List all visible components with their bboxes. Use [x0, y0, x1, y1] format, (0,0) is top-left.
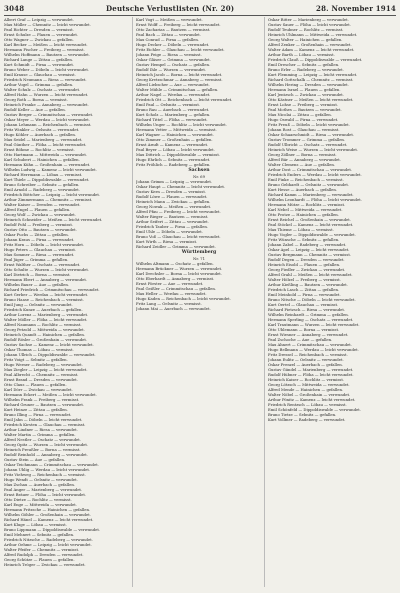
casualty-entry: Rudolf Löwe — Plauen — verwundet.: [136, 194, 208, 199]
casualty-entry: Johann Mai — Auerbach — verwundet.: [136, 306, 211, 311]
casualty-entry: Alfred Hahn — Wurzen — leicht verwundet.: [4, 92, 89, 97]
casualty-entry: Ernst Walther — Oschatz — verwundet.: [4, 262, 81, 267]
casualty-entry: Rudolf Ihle — Wurzen — verwundet.: [136, 67, 207, 72]
casualty-entry: Fritz Winkler — Oelsnitz — verwundet.: [4, 127, 80, 132]
casualty-entry: Rudolf Keller — Aue — gefallen.: [4, 107, 66, 112]
casualty-entry: Karl Wagner — Hainichen — verwundet.: [136, 132, 215, 137]
casualty-entry: Alfred Naumann — Rochlitz — vermisst.: [4, 322, 82, 327]
casualty-entry: Alfred Rudolph — Dresden — verwundet.: [4, 552, 84, 557]
issue-date: 28. November 1914: [316, 4, 396, 13]
casualty-entry: Karl Vogt — Meißen — verwundet.: [136, 17, 203, 22]
casualty-entry: Max Zschau — Auerbach — gefallen.: [4, 482, 75, 487]
casualty-entry: Emil Uhle — Döbeln — verwundet.: [136, 229, 203, 234]
casualty-entry: Oskar Frenzel — Auerbach — gefallen.: [268, 362, 343, 367]
casualty-entry: Otto Uhlemann — Borna — vermisst.: [268, 327, 340, 332]
casualty-entry: Alfred Nestler — Oschatz — verwundet.: [4, 437, 81, 442]
column-3: [268, 17, 396, 587]
casualty-entry: Georg Lötzsch — Mittweida — verwundet.: [268, 382, 350, 387]
casualty-entry: Heinrich Franke — Annaberg — verwundet.: [4, 102, 89, 107]
casualty-entry: Heinrich Preußler — Borna — vermisst.: [4, 447, 81, 452]
casualty-entry: Paul Günther — Flöha — leicht verwundet.: [4, 142, 87, 147]
casualty-entry: Kurt Flemming — Leipzig — leicht verwundet.: [268, 72, 358, 77]
casualty-entry: Otto Hartmann — Mittweida — verwundet.: [4, 152, 88, 157]
casualty-entry: Wilhelm Frank — Freiberg — vermisst.: [4, 397, 80, 402]
casualty-entry: Bruno Illing — Pirna — verwundet.: [4, 412, 72, 417]
casualty-entry: Emil Arnold — Radeberg — verwundet.: [4, 187, 80, 192]
casualty-entry: Rudolf Degen — Dresden — verwundet.: [268, 257, 345, 262]
casualty-entry: Karl Becker — Meißen — leicht verwundet.: [4, 42, 88, 47]
casualty-entry: Hermann Vetter — Mittweida — vermisst.: [136, 127, 217, 132]
casualty-entry: Gustav Berger — Crimmitschau — verwundet.: [4, 112, 94, 117]
casualty-entry: Rudolf Rösler — Großenhain — verwundet.: [4, 337, 88, 342]
casualty-entry: Richard Hänel — Kamenz — leicht verwundet.: [4, 517, 94, 522]
casualty-entry: Paul Geißler — Crimmitschau — gefallen.: [136, 286, 217, 291]
casualty-entry: Kurt Vollmer — Radeberg — verwundet.: [268, 417, 346, 422]
casualty-entry: Hermann Ebert — Annaberg — verwundet.: [4, 277, 88, 282]
casualty-entry: Paul Mothes — Bautzen — verwundet.: [268, 107, 342, 112]
casualty-entry: Oskar Thomas — Löbau — vermisst.: [4, 347, 74, 352]
casualty-entry: Georg Wolf — Zwickau — verwundet.: [4, 212, 76, 217]
casualty-entry: Richard Friedrich — Crimmitschau — verwundet.: [4, 287, 100, 292]
casualty-entry: Gustav Stein — Aue — gefallen.: [4, 457, 66, 462]
casualty-entry: Emil Mehnert — Sebnitz — gefallen.: [4, 532, 75, 537]
casualty-entry: Emil Jahn — Döbeln — leicht verwundet.: [4, 417, 83, 422]
casualty-entry: Wilhelm Hoffmann — Bautzen — verwundet.: [4, 52, 90, 57]
page-header: [4, 3, 396, 14]
casualty-entry: Friedrich Lasch — Zittau — gefallen.: [268, 287, 340, 292]
casualty-entry: Gustav Bergmann — Chemnitz — vermisst.: [268, 252, 352, 257]
casualty-entry: Hugo Bellmann — Werdau — leicht verwundet.: [268, 347, 359, 352]
casualty-entry: Hugo Vogler — Dippoldiswalde — verwundet.: [268, 232, 356, 237]
casualty-entry: Friedrich Böttcher — Leipzig — leicht verwundet.: [4, 192, 101, 197]
casualty-entry: Alfred Bär — Annaberg — verwundet.: [268, 157, 341, 162]
casualty-entry: Paul Zschoche — Aue — gefallen.: [268, 337, 333, 342]
casualty-entry: Gustav Hempel — Oschatz — gefallen.: [136, 62, 211, 67]
casualty-entry: Alfred Liebscher — Aue — verwundet.: [136, 82, 210, 87]
casualty-entry: Max Sommer — Riesa — verwundet.: [4, 252, 75, 257]
casualty-entry: Friedrich Kunze — Auerbach — gefallen.: [4, 307, 83, 312]
casualty-entry: Bruno Lippmann — Dippoldiswalde — verwundet.: [4, 527, 101, 532]
casualty-entry: Johann Kraus — Pirna — verwundet.: [4, 237, 75, 242]
casualty-entry: Georg Nowak — Meißen — verwundet.: [136, 204, 212, 209]
casualty-entry: Kurt Scholz — Marienberg — gefallen.: [136, 112, 211, 117]
casualty-entry: Karl Dietrich — Borna — vermisst.: [4, 272, 71, 277]
casualty-entry: Bruno Haase — Reichenbach — vermisst.: [4, 297, 84, 302]
casualty-entry: Walter Rieger — Bautzen — vermisst.: [136, 214, 209, 219]
casualty-entry: Bruno Nitsche — Döbeln — leicht verwundet.: [268, 297, 356, 302]
casualty-entry: Wilhelm Reinhardt — Grimma — gefallen.: [268, 312, 349, 317]
casualty-entry: Arthur Lindner — Riesa — verwundet.: [4, 427, 78, 432]
casualty-entry: Hermann Kühn — Großenhain — verwundet.: [4, 162, 91, 167]
casualty-entry: Hugo Werner — Radeberg — verwundet.: [4, 362, 83, 367]
casualty-entry: Hugo Köhler — Auerbach — gefallen.: [4, 132, 77, 137]
casualty-entry: Gustav Sauer — Flöha — leicht verwundet.: [268, 22, 351, 27]
casualty-entry: Ernst Bräuer — Flöha — leicht verwundet.: [4, 492, 87, 497]
casualty-entry: Georg Opitz — Wurzen — leicht verwundet.: [4, 442, 89, 447]
casualty-entry: Emil Drescher — Sebnitz — gefallen.: [268, 62, 340, 67]
casualty-entry: Hermann Brückner — Wurzen — verwundet.: [136, 266, 223, 271]
casualty-entry: Richard Lange — Zittau — gefallen.: [4, 57, 73, 62]
casualty-entry: Walter Martin — Grimma — gefallen.: [4, 432, 76, 437]
casualty-entry: Oskar Haupt — Chemnitz — leicht verwundet.: [136, 184, 226, 189]
casualty-entry: Max Heller — Werdau — verwundet.: [136, 291, 207, 296]
casualty-entry: Otto Dietze — Rochlitz — vermisst.: [4, 497, 72, 502]
casualty-entry: Arthur Pönitz — Kamenz — leicht verwundet.: [268, 397, 356, 402]
casualty-entry: Karl Schubert — Hainichen — gefallen.: [4, 157, 80, 162]
section-subheading: Nr. 71: [193, 256, 205, 261]
casualty-entry: Wilhelm Bauer — Aue — gefallen.: [4, 282, 70, 287]
casualty-entry: Georg Walter — Hainichen — gefallen.: [268, 37, 343, 42]
casualty-entry: Georg Petzold — Mittweida — verwundet.: [4, 327, 85, 332]
casualty-entry: Johann Feige — Riesa — vermisst.: [136, 52, 202, 57]
casualty-entry: Paul Bach — Zittau — verwundet.: [136, 32, 201, 37]
casualty-entry: Oskar Schaarschmidt — Riesa — verwundet.: [268, 132, 355, 137]
casualty-entry: Hermann Sperling — Oschatz — verwundet.: [268, 317, 354, 322]
casualty-entry: Johann Lehmann — Reichenbach — vermisst.: [4, 122, 92, 127]
casualty-entry: Hugo Ehrlich — Sebnitz — verwundet.: [136, 157, 211, 162]
casualty-entry: Otto Protze — Hainichen — gefallen.: [268, 212, 339, 217]
casualty-entry: Arthur Nagel — Werdau — verwundet.: [136, 92, 211, 97]
casualty-entry: Kurt Oertel — Glauchau — vermisst.: [268, 302, 339, 307]
casualty-entry: Richard Kamm — Marienberg — verwundet.: [268, 192, 354, 197]
casualty-entry: Ernst Wiesner — Annaberg — verwundet.: [268, 332, 349, 337]
casualty-entry: Heinrich Jacob — Borna — leicht verwundet.: [136, 72, 223, 77]
casualty-entry: Alfred Mende — Hainichen — gefallen.: [268, 387, 344, 392]
casualty-entry: Bruno Rau — Auerbach — verwundet.: [136, 107, 210, 112]
casualty-entry: Fritz Voigt — Sebnitz — gefallen.: [4, 357, 68, 362]
casualty-entry: Alfred Pfau — Freiberg — leicht verwundet.: [136, 209, 221, 214]
casualty-entry: Albert Graf — Leipzig — verwundet.: [4, 17, 74, 22]
casualty-entry: Wilhelm Göhler — Großenhain — verwundet.: [4, 512, 91, 517]
casualty-entry: Rudolf Pohl — Freiberg — vermisst.: [4, 222, 74, 227]
casualty-entry: Johann Zabel — Radeberg — verwundet.: [268, 242, 347, 247]
column-2: [136, 17, 265, 587]
casualty-entry: Walter Möller — Flöha — leicht verwundet.: [4, 317, 88, 322]
casualty-entry: Max Conrad — Pirna — gefallen.: [136, 37, 200, 42]
casualty-entry: Otto Zimmer — Großenhain — gefallen.: [136, 137, 213, 142]
casualty-entry: Ernst Förster — Aue — verwundet.: [136, 281, 204, 286]
casualty-entry: Paul Jäger — Grimma — gefallen.: [4, 257, 69, 262]
casualty-entry: Emil Schönfeld — Dippoldiswalde — verwundet.: [268, 407, 362, 412]
casualty-entry: Walter Clemens — Aue — gefallen.: [268, 162, 335, 167]
casualty-entry: Johann Uhlig — Werdau — leicht verwundet.: [4, 467, 91, 472]
casualty-entry: Richard Herrmann — Löbau — vermisst.: [4, 172, 83, 177]
casualty-entry: Bruno Schreiber — Sebnitz — gefallen.: [4, 182, 80, 187]
casualty-entry: Georg Roth — Borna — vermisst.: [4, 97, 68, 102]
casualty-entry: Kurt Wirth — Riesa — vermisst.: [136, 239, 198, 244]
publication-title: [106, 4, 234, 13]
casualty-entry: Fritz Dressel — Reichenbach — vermisst.: [268, 352, 348, 357]
casualty-entry: Oskar Fuchs — Zittau — gefallen.: [4, 232, 69, 237]
section-heading: Sachsen: [188, 168, 210, 173]
issue-number: (Nr. 20): [202, 4, 235, 13]
casualty-entry: Wilhelm Hering — Dresden — verwundet.: [268, 82, 349, 87]
casualty-entry: Ernst Wolff — Freiberg — leicht verwundet.: [136, 22, 221, 27]
page-number: 3048: [4, 4, 25, 13]
casualty-entry: Karl Nebel — Mittweida — verwundet.: [268, 207, 343, 212]
casualty-entry: Gustav Trommer — Grimma — gefallen.: [268, 137, 346, 142]
casualty-entry: Heinrich Eisold — Plauen — gefallen.: [268, 262, 341, 267]
casualty-entry: Gustav Otto — Bautzen — verwundet.: [4, 227, 77, 232]
casualty-entry: Otto Kästner — Meißen — leicht verwundet.: [268, 97, 354, 102]
casualty-entry: Ernst Böhme — Rochlitz — vermisst.: [4, 147, 75, 152]
casualty-entry: Otto Claus — Plauen — gefallen.: [4, 382, 67, 387]
casualty-entry: Walter Schulz — Oschatz — verwundet.: [4, 87, 81, 92]
casualty-entry: Richard Pietzsch — Riesa — verwundet.: [268, 307, 346, 312]
casualty-entry: Arthur Oehme — Leipzig — leicht verwundet.: [4, 542, 92, 547]
casualty-entry: Friedrich Nitzsche — Radeberg — verwundet.: [4, 537, 93, 542]
casualty-entry: Karl Drechsler — Borna — leicht verwundet.: [136, 271, 222, 276]
casualty-entry: Alfred Grahl — Meißen — leicht verwundet.: [268, 272, 353, 277]
casualty-entry: Hermann Mütze — Rochlitz — vermisst.: [268, 202, 346, 207]
casualty-entry: Paul Anger — Marienberg — verwundet.: [4, 487, 83, 492]
casualty-entry: Emil Krause — Glauchau — vermisst.: [4, 72, 76, 77]
casualty-entry: Heinrich Mann — Zwickau — gefallen.: [136, 199, 211, 204]
casualty-entry: Kurt Thiele — Dippoldiswalde — verwundet.: [4, 177, 90, 182]
casualty-entry: Kurt Gerber — Werdau — leicht verwundet.: [4, 292, 89, 297]
casualty-entry: Alfred Zenker — Großenhain — verwundet.: [268, 42, 352, 47]
casualty-entry: Arthur Kießling — Bautzen — verwundet.: [268, 282, 349, 287]
casualty-entry: Otto Eberhardt — Annaberg — vermisst.: [136, 276, 215, 281]
casualty-entry: Emil Jung — Oelsnitz — verwundet.: [4, 302, 73, 307]
casualty-entry: Fritz Viehweg — Reichenbach — vermisst.: [4, 472, 86, 477]
casualty-entry: Ernst Schulze — Plauen — verwundet.: [4, 32, 79, 37]
casualty-entry: Karl Jentzsch — Zwickau — verwundet.: [268, 92, 345, 97]
casualty-entry: Hugo Kaden — Reichenbach — leicht verwundet.: [136, 296, 231, 301]
casualty-entry: Arthur Zimmermann — Chemnitz — vermisst.: [4, 197, 93, 202]
casualty-entry: Gustav Kern — Dresden — vermisst.: [136, 189, 207, 194]
casualty-entry: Bruno Voß — Glauchau — leicht verwundet.: [136, 234, 221, 239]
casualty-entry: Kurt Kluge — Löbau — vermisst.: [4, 522, 67, 527]
casualty-entry: Fritz Horn — Döbeln — leicht verwundet.: [4, 242, 85, 247]
casualty-entry: Arthur Lorenz — Marienberg — verwundet.: [4, 312, 89, 317]
casualty-entry: Fritz Lang — Oelsnitz — vermisst.: [136, 301, 202, 306]
casualty-entry: Karl Trautmann — Wurzen — leicht verwundet.: [268, 322, 360, 327]
casualty-entry: Hugo Peters — Glauchau — vermisst.: [4, 247, 77, 252]
casualty-entry: Johann Eulitz — Oelsnitz — verwundet.: [268, 357, 344, 362]
casualty-entry: Rudolf Hübner — Flöha — leicht verwundet.: [268, 372, 354, 377]
casualty-entry: Hugo Wendt — Oelsnitz — verwundet.: [4, 477, 78, 482]
casualty-entry: Oskar Apel — Leipzig — leicht verwundet.: [268, 247, 350, 252]
casualty-entry: Arthur Dost — Crimmitschau — verwundet.: [268, 167, 353, 172]
casualty-entry: Richard Zeidler — Grimma — verwundet.: [136, 244, 216, 249]
casualty-entry: Fritz Preuß — Döbeln — leicht verwundet.: [268, 122, 350, 127]
casualty-entry: Emil Meinhold — Pirna — verwundet.: [268, 292, 341, 297]
casualty-entry: Heinrich Kaiser — Rochlitz — vermisst.: [268, 377, 345, 382]
casualty-entry: Rudolf Teubner — Rochlitz — vermisst.: [268, 27, 344, 32]
casualty-entry: Bruno Tietze — Sebnitz — gefallen.: [268, 412, 337, 417]
column-1: [4, 17, 133, 587]
casualty-entry: Karl Dörr — Zwickau — verwundet.: [4, 387, 73, 392]
casualty-entry: Oskar Ritter — Marienberg — verwundet.: [268, 17, 349, 22]
casualty-entry: Walter Hölzel — Freiberg — vermisst.: [268, 277, 342, 282]
casualty-entry: Hermann Eckert — Meißen — leicht verwundet.: [4, 392, 97, 397]
casualty-entry: Hugo Oswald — Pirna — verwundet.: [268, 117, 339, 122]
casualty-entry: Otto Wagner — Zwickau — gefallen.: [4, 37, 74, 42]
casualty-entry: Walter Mühle — Crimmitschau — gefallen.: [136, 87, 219, 92]
casualty-entry: Johann Rost — Glauchau — vermisst.: [268, 127, 340, 132]
casualty-entry: Paul Albrecht — Chemnitz — vermisst.: [4, 372, 79, 377]
casualty-entry: Kurt Schmidt — Pirna — verwundet.: [4, 62, 75, 67]
casualty-entry: Ernst Brand — Dresden — verwundet.: [4, 377, 78, 382]
text-columns: [4, 17, 396, 587]
casualty-entry: Paul Stöckel — Kamenz — leicht verwundet.: [268, 222, 354, 227]
casualty-entry: Hermann Fritzsche — Hainichen — gefallen.: [4, 507, 91, 512]
casualty-entry: Walter Adam — Kamenz — leicht verwundet.: [268, 47, 355, 52]
casualty-entry: Hermann Israel — Plauen — gefallen.: [268, 87, 341, 92]
casualty-entry: Johann Ullrich — Dippoldiswalde — verwundet.: [4, 352, 96, 357]
casualty-entry: Heinrich Tröger — Zwickau — verwundet.: [4, 562, 86, 567]
casualty-entry: Arthur Barth — Löbau — vermisst.: [268, 52, 335, 57]
header-rule: [4, 15, 396, 16]
casualty-entry: Max Thieme — Löbau — vermisst.: [268, 227, 334, 232]
casualty-entry: Max Ziegler — Leipzig — leicht verwundet.: [4, 367, 88, 372]
casualty-entry: Wilhelm Altmann — Oschatz — gefallen.: [136, 261, 214, 266]
casualty-entry: Arthur Seifert — Zittau — verwundet.: [136, 219, 209, 224]
section-subheading: Nr. 69: [193, 174, 205, 179]
casualty-entry: Richard Tittel — Flöha — verwundet.: [136, 117, 208, 122]
casualty-entry: Ernst Reichel — Großenhain — verwundet.: [268, 217, 351, 222]
casualty-entry: Karl Enge — Mittweida — verwundet.: [4, 502, 77, 507]
casualty-entry: Kurt Heinze — Zittau — gefallen.: [4, 407, 68, 412]
casualty-entry: Oskar Teichmann — Crimmitschau — verwundet.: [4, 462, 99, 467]
casualty-entry: Max Nicolai — Zittau — gefallen.: [268, 112, 332, 117]
casualty-entry: Hugo Decker — Döbeln — verwundet.: [136, 42, 210, 47]
casualty-entry: Paul Beyer — Löbau — leicht verwundet.: [136, 147, 215, 152]
casualty-entry: Georg Fiedler — Zwickau — verwundet.: [268, 267, 346, 272]
casualty-entry: Rudolf Reinhold — Annaberg — verwundet.: [4, 452, 88, 457]
casualty-entry: Paul Richter — Dresden — vermisst.: [4, 27, 74, 32]
casualty-entry: Heinrich Quandt — Hainichen — gefallen.: [4, 332, 86, 337]
casualty-entry: Bruno Weber — Döbeln — leicht verwundet.: [4, 67, 90, 72]
casualty-entry: Bruno Gebhardt — Oelsnitz — verwundet.: [268, 182, 350, 187]
casualty-entry: Heinrich Schneider — Meißen — leicht verwundet.: [4, 217, 103, 222]
casualty-entry: Fritz Wünsche — Sebnitz — gefallen.: [268, 237, 340, 242]
casualty-entry: Otto Schulte — Wurzen — leicht verwundet.: [4, 267, 90, 272]
casualty-entry: Oskar Meyer — Werdau — leicht verwundet.: [4, 117, 90, 122]
casualty-entry: Max Seidel — Marienberg — verwundet.: [4, 137, 83, 142]
casualty-entry: Richard Gruner — Bautzen — verwundet.: [4, 402, 85, 407]
casualty-entry: Heinrich Uhlmann — Mittweida — verwundet.: [268, 32, 358, 37]
title-text: Deutsche Verlustlisten: [106, 4, 200, 13]
casualty-entry: Walter Pfeifer — Chemnitz — vermisst.: [4, 547, 80, 552]
casualty-entry: Bruno Erler — Radeberg — verwundet.: [268, 67, 344, 72]
casualty-entry: Walter Kaiser — Dresden — verwundet.: [4, 202, 81, 207]
casualty-entry: Alfred Engel — Plauen — gefallen.: [4, 207, 71, 212]
casualty-entry: Friedrich Enders — Werdau — leicht verwundet.: [268, 172, 362, 177]
casualty-entry: Heinrich Weise — Wurzen — leicht verwundet.: [268, 147, 359, 152]
casualty-entry: Johann Grimm — Leipzig — verwundet.: [136, 179, 213, 184]
casualty-entry: Emil Paul — Oelsnitz — vermisst.: [136, 102, 201, 107]
casualty-entry: Ernst Arndt — Kamenz — verwundet.: [136, 142, 209, 147]
casualty-entry: Max Dittrich — Dippoldiswalde — vermisst.: [136, 152, 221, 157]
casualty-entry: Friedrich Tauber — Pirna — gefallen.: [136, 224, 208, 229]
casualty-entry: Fritz Fröhlich — Radeberg — gefallen.: [136, 162, 211, 167]
casualty-entry: Kurt Hesse — Auerbach — gefallen.: [268, 187, 338, 192]
casualty-entry: Friedrich Neumann — Riesa — verwundet.: [4, 77, 87, 82]
casualty-entry: Friedrich Ott — Reichenbach — leicht verwundet.: [136, 97, 233, 102]
casualty-entry: Rudolf Ulbricht — Oschatz — verwundet.: [268, 142, 348, 147]
casualty-entry: Wilhelm Ludwig — Kamenz — leicht verwundet.: [4, 167, 97, 172]
casualty-entry: Friedrich Rentzsch — Löbau — vermisst.: [268, 402, 347, 407]
casualty-entry: Walter Nöbel — Großenhain — verwundet.: [268, 392, 351, 397]
casualty-entry: Arthur Vogel — Grimma — gefallen.: [4, 82, 74, 87]
casualty-entry: Gustav Gündel — Marienberg — verwundet.: [268, 367, 354, 372]
casualty-entry: Georg Zöllner — Borna — vermisst.: [268, 152, 337, 157]
casualty-entry: Georg Schütze — Plauen — gefallen.: [4, 557, 75, 562]
casualty-entry: Oskar Gläser — Grimma — verwundet.: [136, 57, 211, 62]
casualty-entry: Fritz Eichler — Glauchau — leicht verwundet.: [136, 47, 225, 52]
casualty-entry: Wilhelm Leonhardt — Flöha — leicht verwundet.: [268, 197, 362, 202]
casualty-entry: Max Ahnert — Crimmitschau — verwundet.: [268, 342, 353, 347]
casualty-entry: Emil Finke — Reichenbach — vermisst.: [268, 177, 344, 182]
casualty-entry: Georg Kretzschmar — Annaberg — vermisst.: [136, 77, 223, 82]
casualty-entry: Gustav Sachse — Kamenz — leicht verwundet.: [4, 342, 94, 347]
casualty-entry: Hermann Fischer — Freiberg — vermisst.: [4, 47, 85, 52]
casualty-entry: Friedrich Kirsten — Glauchau — vermisst.: [4, 422, 86, 427]
casualty-entry: Richard Gottschalk — Chemnitz — vermisst.: [268, 77, 354, 82]
casualty-entry: Friedrich Clauß — Dippoldiswalde — verwundet.: [268, 57, 363, 62]
casualty-entry: Otto Zacharias — Bautzen — vermisst.: [136, 27, 211, 32]
casualty-entry: Ernst Lohse — Freiberg — vermisst.: [268, 102, 339, 107]
casualty-entry: Wilhelm Unger — Rochlitz — leicht verwundet.: [136, 122, 227, 127]
section-heading: Württemberg: [181, 250, 217, 255]
casualty-entry: Max Müller — Chemnitz — leicht verwundet.: [4, 22, 91, 27]
